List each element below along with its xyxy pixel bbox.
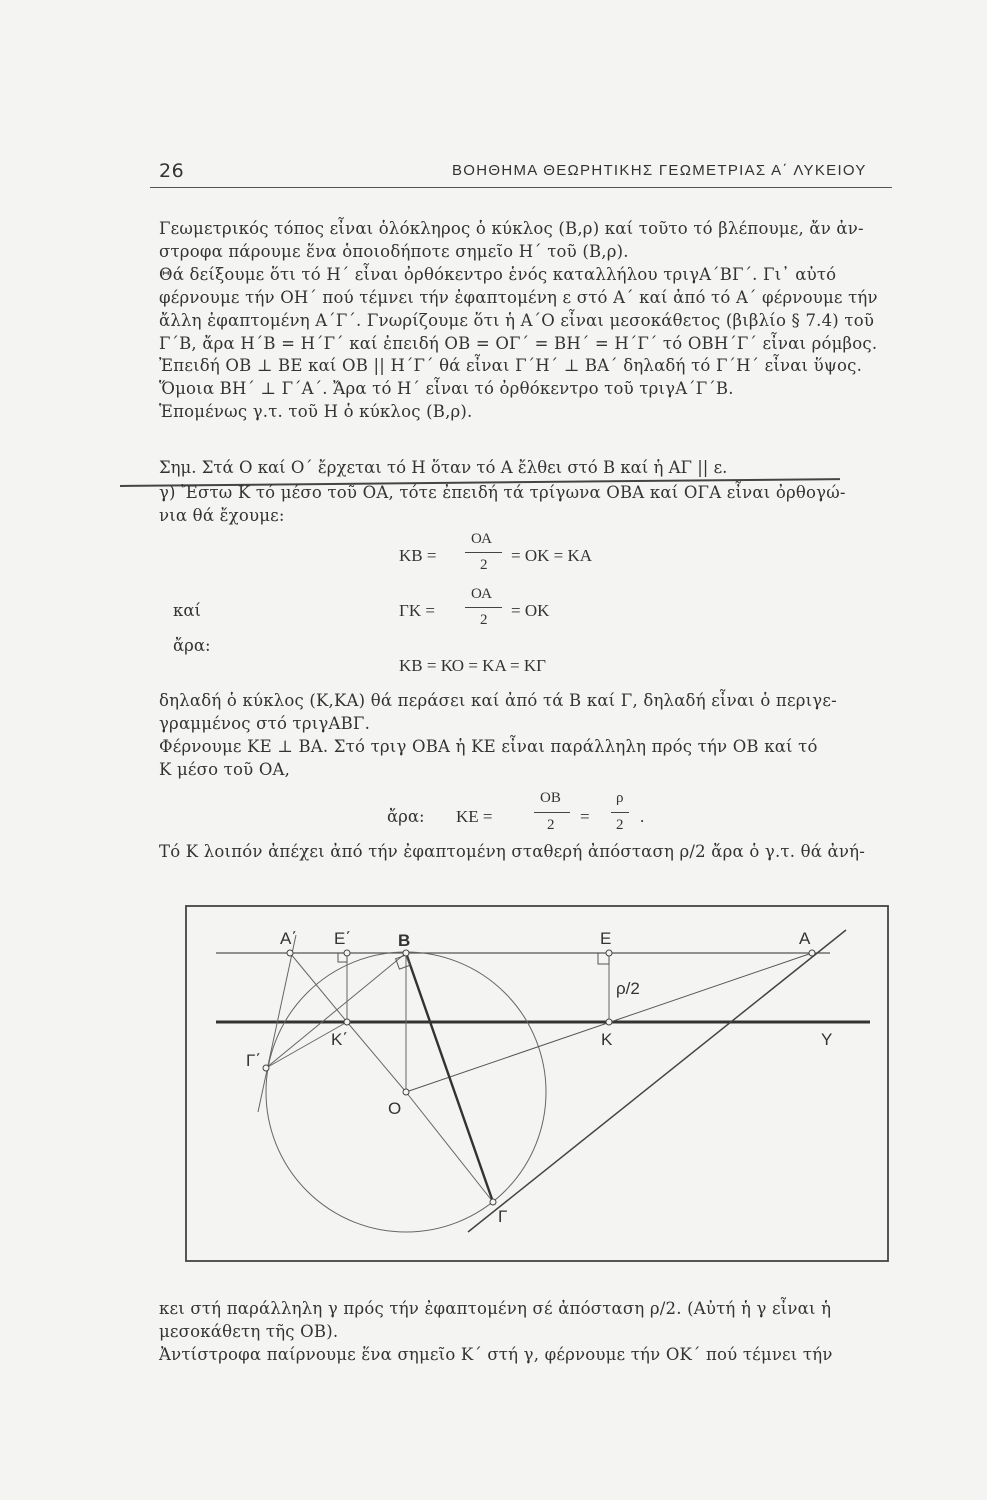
text-line: Ὅμοια ΒΗ΄ ⊥ Γ΄Α΄. Ἄρα τό Η΄ εἶναι τό ὀρθόκεντρο τοῦ τριγΑ΄Γ΄Β. [159, 379, 734, 399]
label-o: Ο [388, 1099, 402, 1118]
text-line: Φέρνουμε ΚΕ ⊥ ΒΑ. Στό τριγ ΟΒΑ ἡ ΚΕ εἶναι παράλληλη πρός τήν ΟΒ καί τό [159, 736, 818, 756]
text-line: Ἐπειδή ΟΒ ⊥ ΒΕ καί ΟΒ || Η΄Γ΄ θά εἶναι Γ΄Η΄ ⊥ ΒΑ΄ δηλαδή τό Γ΄Η΄ εἶναι ὕψος. [159, 356, 863, 376]
equation-4-denominator-2: 2 [616, 817, 624, 833]
text-line: ἄλλη ἐφαπτομένη Α΄Γ΄. Γνωρίζουμε ὅτι ἡ Α΄Ο εἶναι μεσοκάθετος (βιβλίο § 7.4) τοῦ [159, 310, 875, 330]
segment-og [406, 1092, 493, 1202]
label-e: Ε [600, 929, 612, 948]
label-ara: ἄρα: [173, 636, 211, 655]
label-a: Α [799, 929, 811, 948]
point-g [490, 1199, 496, 1205]
page-number: 26 [159, 160, 185, 182]
text-line: μεσοκάθετη τῆς ΟΒ). [159, 1321, 339, 1341]
equation-4-lhs: ΚΕ = [456, 807, 493, 826]
text-line: γραμμένος στό τριγΑΒΓ. [159, 713, 371, 733]
point-e-prime [344, 950, 350, 956]
text-line: Θά δείξουμε ὅτι τό Η΄ εἶναι ὀρθόκεντρο ἑνός καταλλήλου τριγΑ΄ΒΓ΄. Γι᾽ αὐτό [159, 264, 837, 284]
text-line: Γεωμετρικός τόπος εἶναι ὁλόκληρος ὁ κύκλος (Β,ρ) καί τοῦτο τό βλέπουμε, ἄν ἀν- [159, 219, 864, 238]
text-line: δηλαδή ὁ κύκλος (Κ,ΚΑ) θά περάσει καί ἀπό τά Β καί Γ, δηλαδή εἶναι ὁ περιγε- [159, 691, 837, 710]
equation-1-lhs: ΚΒ = [399, 546, 437, 565]
point-k [606, 1019, 612, 1025]
segment-k-prime-a-prime [290, 953, 347, 1022]
segment-o-k-prime [347, 1022, 406, 1092]
label-a-prime: Α΄ [280, 929, 297, 948]
equation-2-numerator: ΟΑ [471, 586, 492, 602]
point-e [606, 950, 612, 956]
point-b [403, 950, 409, 956]
point-a [809, 950, 815, 956]
equation-4-denominator-1: 2 [547, 817, 555, 833]
equation-4-period: . [640, 807, 645, 826]
text-line: γ) Ἔστω Κ τό μέσο τοῦ ΟΑ, τότε ἐπειδή τά τρίγωνα ΟΒΑ καί ΟΓΑ εἶναι ὀρθογώ- [159, 483, 846, 502]
label-k-prime: Κ΄ [331, 1030, 348, 1049]
paragraph-converse [159, 1298, 892, 1367]
label-b: Β [398, 931, 411, 950]
tangent-line-ag [468, 930, 846, 1232]
equation-2-rhs: = ΟΚ [511, 601, 550, 620]
label-g-prime: Γ΄ [246, 1051, 262, 1070]
equation-2-lhs: ΓΚ = [399, 601, 435, 620]
equation-4-numerator-2: ρ [616, 790, 624, 806]
note-line: Σημ. Στά Ο καί Ο΄ ἔρχεται τό Η ὅταν τό Α ἔλθει στό Β καί ἡ ΑΓ || ε. [159, 458, 728, 477]
text-line: Ἀντίστροφα παίρνουμε ἕνα σημεῖο Κ΄ στή γ, φέρνουμε τήν ΟΚ΄ πού τέμνει τήν [159, 1344, 833, 1364]
equation-3: ΚΒ = ΚΟ = ΚΑ = ΚΓ [399, 656, 546, 675]
point-o [403, 1089, 409, 1095]
label-rho-half: ρ/2 [616, 979, 640, 998]
text-line: φέρνουμε τήν ΟΗ΄ πού τέμνει τήν ἐφαπτομένη ε στό Α΄ καί ἀπό τό Α΄ φέρνουμε τήν [159, 287, 878, 307]
equation-4-numerator-1: ΟΒ [540, 790, 561, 806]
segment-bg [406, 953, 493, 1202]
label-kai: καί [173, 601, 201, 620]
running-header-title: ΒΟΗΘΗΜΑ ΘΕΩΡΗΤΙΚΗΣ ΓΕΩΜΕΤΡΙΑΣ Α΄ ΛΥΚΕΙΟΥ [452, 162, 867, 179]
text-line: στροφα πάρουμε ἕνα ὁποιοδήποτε σημεῖο Η΄ τοῦ (Β,ρ). [159, 241, 629, 261]
equation-1-rhs: = ΟΚ = ΚΑ [511, 546, 593, 565]
label-k: Κ [601, 1030, 613, 1049]
equation-1-numerator: ΟΑ [471, 531, 492, 547]
point-k-prime [344, 1019, 350, 1025]
equals-sign: = [580, 807, 590, 826]
label-y: Υ [821, 1030, 833, 1049]
equation-2-denominator: 2 [480, 612, 488, 628]
text-line: Τό Κ λοιπόν ἀπέχει ἀπό τήν ἐφαπτομένη σταθερή ἀπόσταση ρ/2 ἄρα ὁ γ.τ. θά ἀνή- [159, 842, 865, 861]
equation-1-denominator: 2 [480, 557, 488, 573]
text-line: Ἑπομένως γ.τ. τοῦ Η ὁ κύκλος (Β,ρ). [159, 402, 473, 422]
text-line: νια θά ἔχουμε: [159, 505, 285, 525]
text-line: Κ μέσο τοῦ ΟΑ, [159, 759, 291, 779]
label-g: Γ [498, 1207, 508, 1226]
text-line: κει στή παράλληλη γ πρός τήν ἐφαπτομένη σέ ἀπόσταση ρ/2. (Αὐτή ἡ γ εἶναι ἡ [159, 1299, 832, 1318]
label-e-prime: Ε΄ [334, 929, 351, 948]
point-g-prime [263, 1065, 269, 1071]
label-ara-2: ἄρα: [387, 807, 425, 826]
text-line: Γ΄Β, ἄρα Η΄Β = Η΄Γ΄ καί ἐπειδή ΟΒ = ΟΓ΄ = ΒΗ΄ = Η΄Γ΄ τό ΟΒΗ΄Γ΄ εἶναι ρόμβος. [159, 333, 878, 353]
point-a-prime [287, 950, 293, 956]
